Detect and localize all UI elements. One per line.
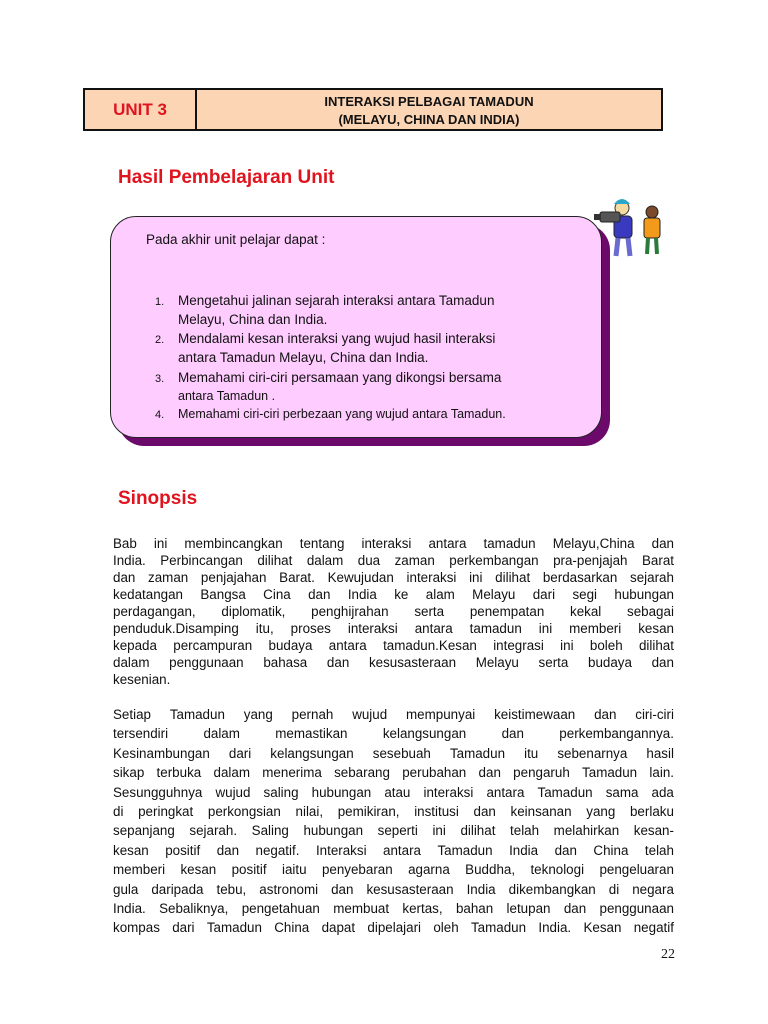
synopsis-heading: Sinopsis [118,488,198,509]
item-number: 1. [155,296,165,308]
item-text: Memahami ciri-ciri persamaan yang dikongsi bersama [178,370,502,385]
item-number: 4. [155,409,165,421]
paragraph-line: dan zaman penjajahan Barat. Kewujudan interaksi ini dilihat berdasarkan sejarah [113,570,674,585]
paragraph-line: Setiap Tamadun yang pernah wujud mempunyai keistimewaan dan ciri-ciri [113,707,674,722]
paragraph-line: dalam penggunaan bahasa dan kesusasteraan Melayu serta budaya dan [113,655,674,670]
paragraph-line: kesan positif dan negatif. Interaksi antara Tamadun India dan China telah [113,842,674,858]
synopsis-paragraph-1 [113,535,674,688]
outcomes-box [110,216,602,438]
paragraph-line: kedatangan Bangsa Cina dan India ke alam Melayu dari segi hubungan [113,587,674,602]
item-text: Mendalami kesan interaksi yang wujud hasil interaksi [178,331,496,346]
item-text-cont: antara Tamadun . [178,389,276,403]
paragraph-line: penduduk.Disamping itu, proses interaksi antara tamadun ini memberi kesan [113,621,674,636]
paragraph-line: kepada percampuran budaya antara tamadun.Kesan integrasi ini boleh dilihat [113,638,674,653]
paragraph-line: di peringkat perkongsian nilai, pemikiran, institusi dan keinsanan yang berlaku [113,804,674,820]
paragraph-line: gula daripada tebu, astronomi dan kesusasteraan India dikembangkan di negara [113,881,674,897]
paragraph-line: sepanjang sejarah. Saling hubungan seperti ini dilihat telah melahirkan kesan- [113,823,674,839]
outcome-item [155,407,506,421]
item-number: 3. [155,373,165,385]
paragraph-line: perdagangan, diplomatik, penghijrahan serta penempatan kekal sebagai [113,604,674,619]
unit-label: UNIT 3 [85,90,197,129]
unit-title [197,90,661,129]
item-text: Memahami ciri-ciri perbezaan yang wujud antara Tamadun. [178,407,506,421]
paragraph-line: Kesinambungan dari kelangsungan sesebuah Tamadun itu sebenarnya hasil [113,745,674,761]
page-number: 22 [661,947,675,962]
paragraph-line: memberi kesan positif iaitu penyebaran agarna Buddha, teknologi pengeluaran [113,862,674,878]
paragraph-line: Sesungguhnya wujud saling hubungan atau interaksi antara Tamadun sama ada [113,784,674,800]
unit-title-line: (MELAYU, CHINA DAN INDIA) [338,112,520,127]
outcomes-intro: Pada akhir unit pelajar dapat : [146,232,326,247]
unit-header [83,88,663,131]
item-text-cont: Melayu, China dan India. [178,312,328,327]
paragraph-line: sikap terbuka dalam menerima sebarang perubahan dan pengaruh Tamadun lain. [113,765,674,781]
paragraph-line: kesenian. [113,672,171,687]
outcome-item [155,331,495,346]
item-text-cont: antara Tamadun Melayu, China dan India. [178,350,429,365]
outcomes-heading: Hasil Pembelajaran Unit [118,167,335,188]
synopsis-paragraph-2 [113,705,674,938]
paragraph-line: kompas dari Tamadun China dapat dipelajari oleh Tamadun India. Kesan negatif [113,920,674,936]
outcome-item [155,370,501,385]
paragraph-line: Bab ini membincangkan tentang interaksi antara tamadun Melayu,China dan [113,536,674,551]
paragraph-line: tersendiri dalam memastikan kelangsungan dan perkembangannya. [113,726,674,742]
paragraph-line: India. Perbincangan dilihat dalam dua zaman perkembangan pra-penjajah Barat [113,553,674,568]
outcome-item [155,293,494,308]
unit-title-line: INTERAKSI PELBAGAI TAMADUN [324,94,534,109]
item-number: 2. [155,334,165,346]
paragraph-line: India. Sebaliknya, pengetahuan membuat kertas, bahan letupan dan penggunaan [113,901,674,917]
item-text: Mengetahui jalinan sejarah interaksi antara Tamadun [178,293,495,308]
